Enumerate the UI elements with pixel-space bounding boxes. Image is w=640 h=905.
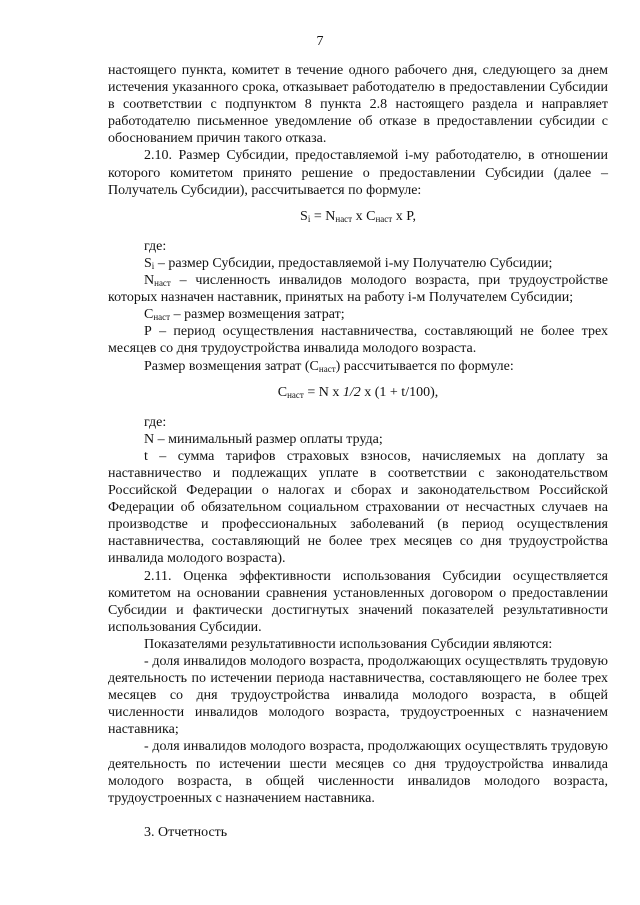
paragraph-2-10: 2.10. Размер Субсидии, предоставляемой i-му работодателю, в отношении которого комитетом принято решение о предоставлении Субсидии (далее – Получатель Субсидии), рассчитывается по формуле: bbox=[108, 148, 608, 198]
section-heading-3: 3. Отчетность bbox=[144, 824, 228, 840]
page-number: 7 bbox=[316, 34, 324, 49]
definition-s: $S_i$ – размер Субсидии, предоставляемой i-му Получателю Субсидии; bbox=[144, 255, 553, 271]
where-label-2: где: bbox=[144, 414, 167, 430]
definition-t: t – сумма тарифов страховых взносов, начисляемых на доплату за наставничество и подлежащих уплате в соответствии с законодательством Российской Федерации о налогах и сборах и законодательством Российской Федерации об обязательном социальном страховании от несчастных случаев на производстве и профессиональных заболеваний (в период осуществления наставничества, составляющий не более трех месяцев со дня трудоустройства инвалида молодого возраста). bbox=[108, 448, 608, 567]
where-label: где: bbox=[144, 238, 167, 254]
paragraph-indicators: Показателями результативности использования Субсидии являются: bbox=[144, 636, 553, 652]
paragraph-cost: Размер возмещения затрат $(С_{наст})$ рассчитывается по формуле: bbox=[144, 358, 514, 374]
definition-mrot: N – минимальный размер оплаты труда; bbox=[144, 431, 383, 447]
definition-c: $C_{наст}$ – размер возмещения затрат; bbox=[144, 307, 345, 323]
list-item: - доля инвалидов молодого возраста, продолжающих осуществлять трудовую деятельность по истечении периода наставничества, составляющего не более трех месяцев со дня трудоустройства инвалида молодого возраста, в общей численности инвалидов молодого возраста, трудоустроенных с назначением наставника; bbox=[108, 654, 608, 738]
list-item: - доля инвалидов молодого возраста, продолжающих осуществлять трудовую деятельность по истечении шести месяцев со дня трудоустройства инвалида молодого возраста, в общей численности инвалидов молодого возраста, трудоустроенных с назначением наставника. bbox=[108, 739, 608, 806]
document-body bbox=[108, 62, 608, 841]
paragraph-continuation: настоящего пункта, комитет в течение одного рабочего дня, следующего за днем истечения указанного срока, отказывает работодателю в предоставлении Субсидии в соответствии с подпунктом 8 пункта 2.8 настоящего раздела и направляет работодателю письменное уведомление об отказе в предоставлении субсидии с обоснованием причин такого отказа. bbox=[108, 63, 608, 147]
formula-cost: $С_{наст} = N$ x 1/2 x (1 + t/100), bbox=[277, 384, 439, 400]
formula-subsidy: $S_i = N_{наст}$ x $C_{наст}$ x P, bbox=[300, 208, 416, 224]
definition-n: $N_{наст}$ – численность инвалидов молодого возраста, при трудоустройстве которых назначен наставник, принятых на работу i-м Получателем Субсидии; bbox=[108, 273, 608, 306]
paragraph-2-11: 2.11. Оценка эффективности использования Субсидии осуществляется комитетом на основании сравнения установленных договором о предоставлении Субсидии и фактически достигнутых значений показателей результативности использования Субсидии. bbox=[108, 568, 608, 635]
definition-p: Р – период осуществления наставничества, составляющий не более трех месяцев со дня трудоустройства инвалида молодого возраста. bbox=[108, 324, 608, 357]
